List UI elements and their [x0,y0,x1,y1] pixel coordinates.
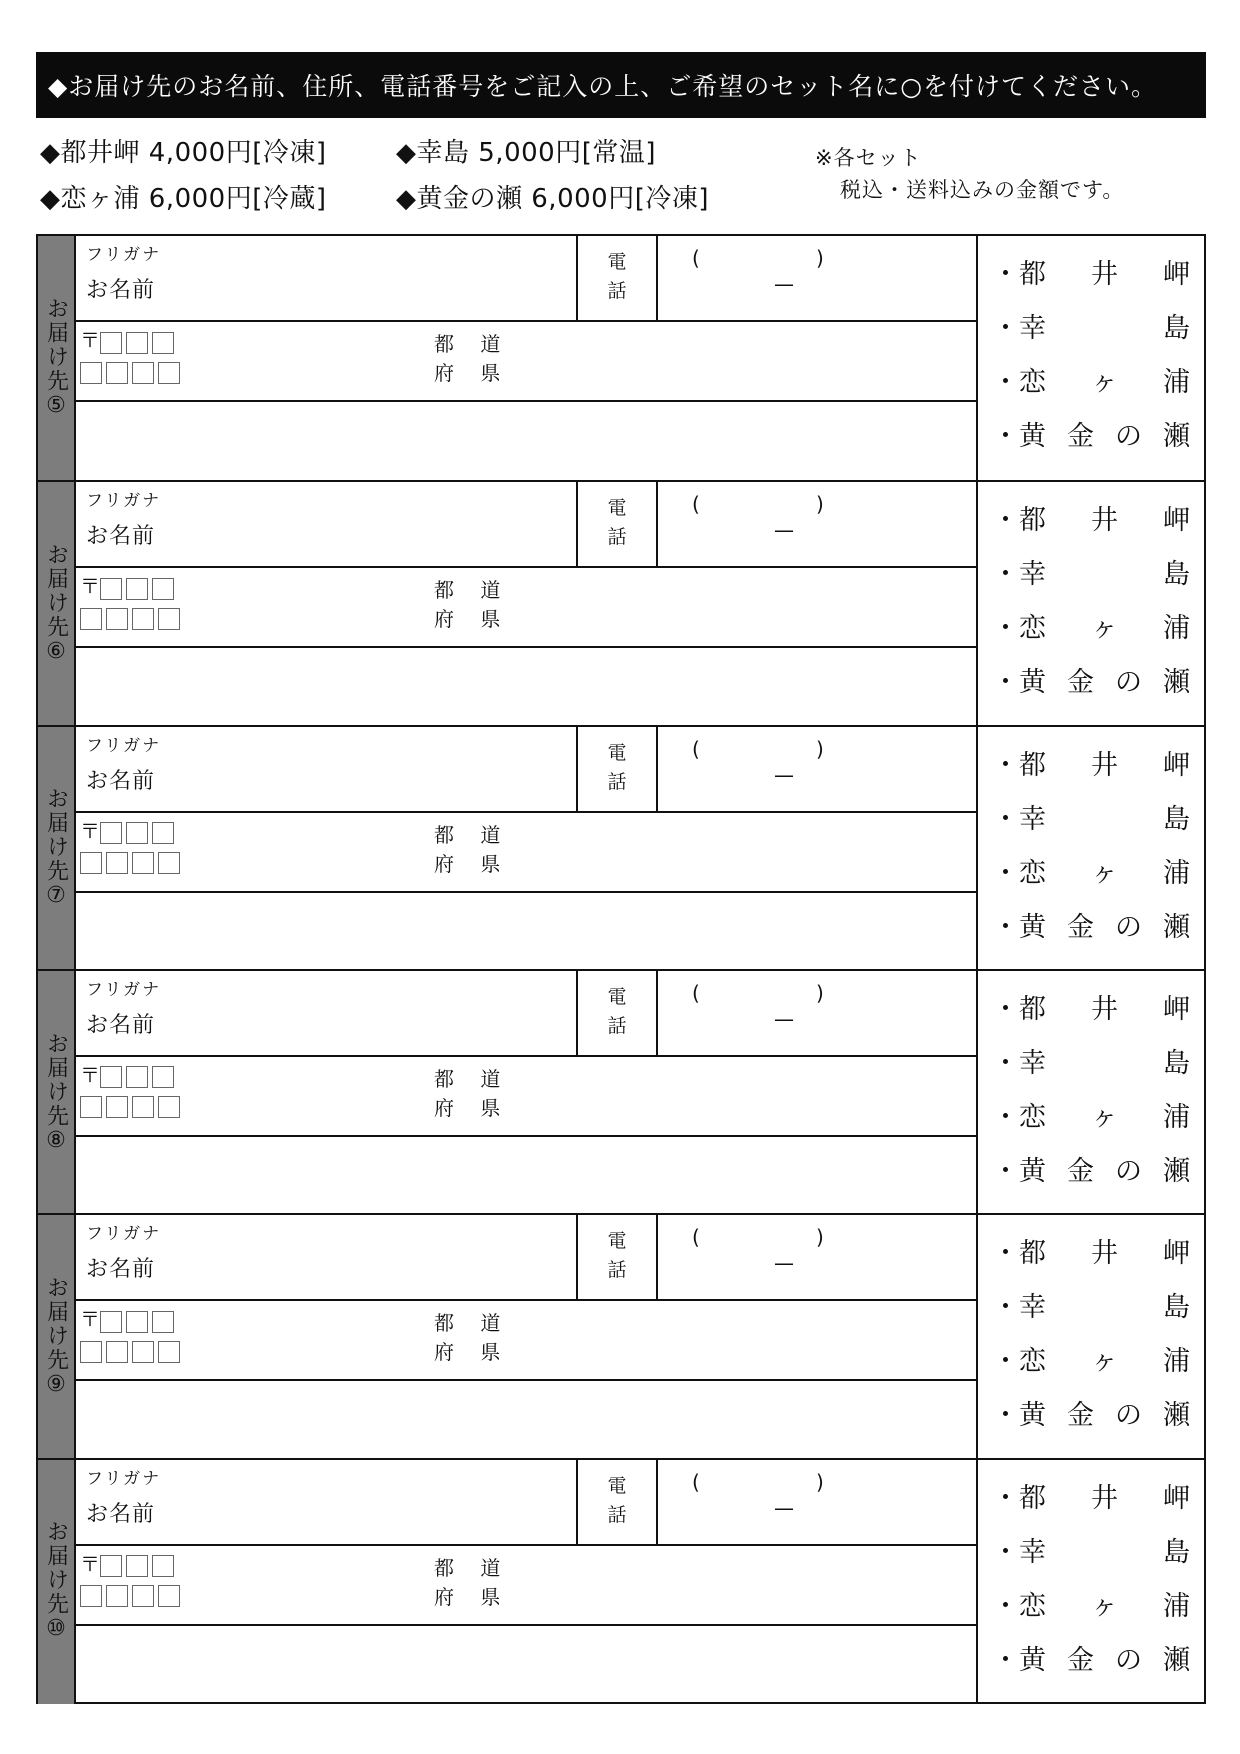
set-char: 金 [1067,421,1094,452]
set-char: 金 [1067,667,1094,699]
set-char: 瀬 [1163,421,1190,452]
name-label: お名前 [86,1501,156,1527]
postal-digit-box[interactable] [152,1311,174,1333]
delivery-block-9 [38,1213,1204,1459]
divider [76,566,976,568]
postal-digit-box[interactable] [80,608,102,630]
postal-digit-box[interactable] [106,852,128,874]
phone-paren-open: ( [692,1469,700,1494]
phone-field[interactable] [658,1460,976,1544]
set-choices [976,482,1204,726]
address-line-field[interactable] [78,893,976,970]
set-option-toimisaki[interactable] [992,987,1190,1026]
delivery-block-5 [38,236,1204,480]
postal-digit-box[interactable] [132,1341,154,1363]
phone-dash: — [774,272,794,296]
set-char: 金 [1067,1155,1094,1187]
delivery-block-8 [38,969,1204,1215]
postal-digit-box[interactable] [106,1585,128,1607]
postal-digit-box[interactable] [80,362,102,384]
set-char: ・幸 [992,803,1046,835]
postal-digit-box[interactable] [80,1585,102,1607]
phone-field[interactable] [658,236,976,320]
set-char: ・黄 [992,1155,1046,1187]
postal-code-boxes[interactable] [80,1303,184,1363]
prefecture-label-top: 都 道 [434,1066,511,1091]
set-char: の [1115,1400,1142,1432]
set-char: 島 [1163,1047,1190,1079]
phone-paren-close: ) [816,1469,824,1494]
set-char: 浦 [1163,1590,1190,1622]
prefecture-label [434,1309,510,1367]
postal-digit-box[interactable] [80,852,102,874]
set-option-toimisaki[interactable] [992,1476,1190,1515]
set-char: 岬 [1163,1482,1190,1514]
price-koigaura: ◆恋ヶ浦 6,000円[冷蔵] [40,184,327,214]
set-char: 瀬 [1163,1644,1190,1676]
name-field[interactable] [86,731,606,809]
set-option-koganenose[interactable] [992,660,1190,699]
address-line-field[interactable] [78,648,976,725]
tel-label-bottom: 話 [607,1503,627,1526]
set-char: 井 [1091,259,1118,290]
set-option-toimisaki[interactable] [992,498,1190,537]
postal-mark: 〒 [80,1307,100,1332]
set-char: ・恋 [992,857,1046,889]
tel-label [602,248,632,306]
set-char: 浦 [1163,1101,1190,1133]
postal-digit-box[interactable] [158,362,180,384]
name-label: お名前 [86,1012,156,1038]
prefecture-label [434,1065,510,1123]
tel-label [602,1472,632,1530]
divider [76,1055,976,1057]
postal-digit-box[interactable] [106,1096,128,1118]
set-option-koganenose[interactable] [992,1149,1190,1188]
tel-label-bottom: 話 [607,280,627,302]
set-char: 岬 [1163,993,1190,1025]
set-char: ・恋 [992,1590,1046,1622]
address-field[interactable] [78,1303,976,1379]
prefecture-label [434,821,510,879]
set-char: の [1115,1155,1142,1187]
postal-mark: 〒 [80,328,100,352]
phone-paren-open: ( [692,246,700,270]
postal-mark: 〒 [80,1062,100,1087]
prefecture-label [434,1554,510,1612]
postal-digit-box[interactable] [132,1096,154,1118]
set-choices [976,1460,1204,1704]
phone-field[interactable] [658,727,976,811]
divider [576,1215,578,1299]
set-char: ヶ [1091,1590,1118,1622]
address-line-field[interactable] [78,1381,976,1458]
postal-code-boxes[interactable] [80,1548,184,1608]
prefecture-label-bottom: 府 県 [434,607,511,632]
set-char: ・都 [992,1482,1046,1514]
set-char: の [1115,1644,1142,1676]
postal-digit-box[interactable] [132,1585,154,1607]
divider [76,1544,976,1546]
postal-digit-box[interactable] [100,332,122,354]
address-field[interactable] [78,1059,976,1135]
set-char: 浦 [1163,367,1190,398]
set-char: ・幸 [992,313,1046,344]
prefecture-label [434,330,510,388]
set-char: ・都 [992,505,1046,537]
set-char: 瀬 [1163,1400,1190,1432]
set-char: 浦 [1163,613,1190,645]
set-char: ・恋 [992,1346,1046,1378]
delivery-number-label: お届け先⑦ [43,787,69,911]
set-char: 岬 [1163,505,1190,537]
set-option-koigaura[interactable] [992,606,1190,645]
set-char: 瀬 [1163,911,1190,943]
address-line-field[interactable] [78,1626,976,1703]
instruction-text: ◆お届け先のお名前、住所、電話番号をご記入の上、ご希望のセット名に○を付けてください。 [48,72,1158,101]
set-choices [976,1215,1204,1459]
set-char: 島 [1163,1292,1190,1324]
set-option-toimisaki[interactable] [992,252,1190,291]
name-field[interactable] [86,486,606,564]
divider [76,811,976,813]
price-koganenose: ◆黄金の瀬 6,000円[冷凍] [396,184,709,214]
set-char: ・黄 [992,421,1046,452]
set-char: の [1115,911,1142,943]
postal-code-boxes[interactable] [80,1059,184,1119]
furigana-label: フリガナ [86,491,162,512]
postal-digit-box[interactable] [158,1585,180,1607]
phone-paren-open: ( [692,736,700,761]
address-field[interactable] [78,324,976,400]
phone-paren-open: ( [692,980,700,1005]
postal-digit-box[interactable] [126,332,148,354]
phone-paren-close: ) [816,492,824,517]
set-char: の [1115,421,1142,452]
divider [76,1299,976,1301]
instruction-banner [36,52,1206,118]
set-option-koujima[interactable] [992,1530,1190,1569]
postal-digit-box[interactable] [126,1555,148,1577]
postal-digit-box[interactable] [152,822,174,844]
set-char: 瀬 [1163,1155,1190,1187]
phone-field[interactable] [658,1215,976,1299]
prefecture-label-top: 都 道 [434,578,511,603]
set-choices [976,971,1204,1215]
postal-digit-box[interactable] [158,1096,180,1118]
postal-digit-box[interactable] [132,852,154,874]
set-char: ・都 [992,749,1046,781]
set-char: の [1115,667,1142,699]
delivery-label-cell [38,482,76,726]
set-option-koigaura[interactable] [992,1095,1190,1134]
prefecture-label-bottom: 府 県 [434,851,511,876]
set-char: ・恋 [992,367,1046,398]
tel-label-top: 電 [607,1230,627,1253]
phone-dash: — [774,1251,794,1276]
set-char: 井 [1091,749,1118,781]
delivery-block-10 [38,1458,1204,1704]
prefecture-label-bottom: 府 県 [434,1584,511,1609]
prefecture-label-top: 都 道 [434,822,511,847]
set-char: 浦 [1163,857,1190,889]
furigana-label: フリガナ [86,979,162,1000]
divider [76,320,976,322]
delivery-number-label: お届け先⑩ [43,1520,69,1644]
prefecture-label-top: 都 道 [434,332,511,356]
postal-code-boxes[interactable] [80,815,184,875]
set-char: 岬 [1163,1238,1190,1270]
set-option-koujima[interactable] [992,306,1190,345]
set-option-koujima[interactable] [992,797,1190,836]
phone-dash: — [774,518,794,543]
phone-paren-open: ( [692,1225,700,1250]
postal-code-boxes[interactable] [80,570,184,630]
tel-label-top: 電 [607,1474,627,1497]
postal-digit-box[interactable] [80,1341,102,1363]
postal-digit-box[interactable] [80,1096,102,1118]
postal-digit-box[interactable] [158,852,180,874]
delivery-number-label: お届け先⑥ [43,542,69,666]
set-char: ヶ [1091,1101,1118,1133]
delivery-block-7 [38,725,1204,971]
set-option-toimisaki[interactable] [992,743,1190,782]
phone-paren-close: ) [816,1225,824,1250]
furigana-label: フリガナ [86,245,162,265]
set-char: ・都 [992,1238,1046,1270]
postal-digit-box[interactable] [106,608,128,630]
delivery-number-label: お届け先⑨ [43,1275,69,1399]
price-note-line2: 税込・送料込みの金額です。 [840,178,1125,202]
furigana-label: フリガナ [86,735,162,756]
phone-field[interactable] [658,482,976,566]
tel-label [602,983,632,1041]
set-option-toimisaki[interactable] [992,1231,1190,1270]
set-choices [976,236,1204,480]
tel-label [602,494,632,552]
set-option-koujima[interactable] [992,552,1190,591]
name-label: お名前 [86,1257,156,1283]
set-char: ・幸 [992,1292,1046,1324]
set-char: 浦 [1163,1346,1190,1378]
name-field[interactable] [86,1464,606,1542]
delivery-label-cell [38,727,76,971]
address-field[interactable] [78,815,976,891]
prefecture-label-bottom: 府 県 [434,361,511,385]
set-char: 島 [1163,559,1190,591]
set-option-koigaura[interactable] [992,851,1190,890]
set-char: 岬 [1163,259,1190,290]
set-option-koigaura[interactable] [992,1584,1190,1623]
address-line-field[interactable] [78,402,976,479]
set-char: 島 [1163,803,1190,835]
tel-label-top: 電 [607,251,627,273]
set-char: ・幸 [992,1047,1046,1079]
postal-digit-box[interactable] [158,1341,180,1363]
prefecture-label-bottom: 府 県 [434,1340,511,1365]
postal-mark: 〒 [80,1551,100,1576]
set-char: ・黄 [992,911,1046,943]
divider [576,236,578,320]
set-char: ・黄 [992,1644,1046,1676]
prefecture-label [434,576,510,634]
delivery-label-cell [38,1460,76,1704]
set-char: 金 [1067,1644,1094,1676]
phone-paren-close: ) [816,736,824,761]
divider [576,727,578,811]
name-label: お名前 [86,524,156,550]
prefecture-label-top: 都 道 [434,1311,511,1336]
set-char: 金 [1067,1400,1094,1432]
name-label: お名前 [86,768,156,794]
phone-field[interactable] [658,971,976,1055]
set-option-koigaura[interactable] [992,1339,1190,1378]
postal-digit-box[interactable] [152,1066,174,1088]
postal-digit-box[interactable] [152,578,174,600]
set-char: ・都 [992,993,1046,1025]
set-char: ・黄 [992,667,1046,699]
set-option-koganenose[interactable] [992,1638,1190,1677]
price-note-line1: ※各セット [815,146,922,170]
set-char: ヶ [1091,367,1118,398]
tel-label-bottom: 話 [607,1259,627,1282]
delivery-number-label: お届け先⑧ [43,1031,69,1155]
address-field[interactable] [78,570,976,646]
set-choices [976,727,1204,971]
tel-label-bottom: 話 [607,1014,627,1037]
set-char: 井 [1091,505,1118,537]
set-option-koujima[interactable] [992,1041,1190,1080]
phone-dash: — [774,1495,794,1520]
postal-digit-box[interactable] [152,332,174,354]
set-char: 井 [1091,1238,1118,1270]
set-char: 金 [1067,911,1094,943]
delivery-label-cell [38,1215,76,1459]
delivery-number-label: お届け先⑤ [43,296,69,420]
tel-label-top: 電 [607,497,627,520]
postal-mark: 〒 [80,574,100,599]
tel-label-top: 電 [607,741,627,764]
set-char: ・幸 [992,1536,1046,1568]
divider [576,971,578,1055]
postal-digit-box[interactable] [132,608,154,630]
set-char: 井 [1091,1482,1118,1514]
set-option-koganenose[interactable] [992,905,1190,944]
set-char: ・都 [992,259,1046,290]
postal-mark: 〒 [80,818,100,843]
phone-paren-close: ) [816,980,824,1005]
postal-digit-box[interactable] [126,578,148,600]
address-field[interactable] [78,1548,976,1624]
price-koujima: ◆幸島 5,000円[常温] [396,138,656,168]
phone-dash: — [774,1006,794,1031]
set-char: 井 [1091,993,1118,1025]
name-label: お名前 [86,278,156,303]
postal-digit-box[interactable] [158,608,180,630]
postal-digit-box[interactable] [100,1555,122,1577]
postal-code-boxes[interactable] [80,324,184,384]
set-char: ・幸 [992,559,1046,591]
postal-digit-box[interactable] [126,1311,148,1333]
phone-paren-close: ) [816,246,824,270]
set-option-koganenose[interactable] [992,1393,1190,1432]
delivery-label-cell [38,971,76,1215]
delivery-block-6 [38,480,1204,726]
postal-digit-box[interactable] [126,1066,148,1088]
set-option-koigaura[interactable] [992,360,1190,399]
postal-digit-box[interactable] [126,822,148,844]
delivery-form [36,234,1206,1704]
divider [576,482,578,566]
address-line-field[interactable] [78,1137,976,1214]
name-field[interactable] [86,975,606,1053]
name-field[interactable] [86,1219,606,1297]
set-char: 島 [1163,313,1190,344]
set-char: 岬 [1163,749,1190,781]
price-toimisaki: ◆都井岬 4,000円[冷凍] [40,138,327,168]
postal-digit-box[interactable] [100,1311,122,1333]
postal-digit-box[interactable] [100,1066,122,1088]
divider [576,1460,578,1544]
postal-digit-box[interactable] [152,1555,174,1577]
prefecture-label-top: 都 道 [434,1555,511,1580]
set-char: ヶ [1091,613,1118,645]
set-char: ヶ [1091,1346,1118,1378]
phone-paren-open: ( [692,492,700,517]
prefecture-label-bottom: 府 県 [434,1095,511,1120]
postal-digit-box[interactable] [106,362,128,384]
postal-digit-box[interactable] [100,578,122,600]
furigana-label: フリガナ [86,1468,162,1489]
postal-digit-box[interactable] [132,362,154,384]
furigana-label: フリガナ [86,1224,162,1245]
set-option-koujima[interactable] [992,1285,1190,1324]
set-char: 島 [1163,1536,1190,1568]
set-char: ・黄 [992,1400,1046,1432]
tel-label-top: 電 [607,985,627,1008]
delivery-label-cell [38,236,76,480]
tel-label-bottom: 話 [607,770,627,793]
tel-label [602,739,632,797]
set-char: 瀬 [1163,667,1190,699]
set-option-koganenose[interactable] [992,414,1190,453]
set-char: ヶ [1091,857,1118,889]
postal-digit-box[interactable] [106,1341,128,1363]
postal-digit-box[interactable] [100,822,122,844]
tel-label [602,1227,632,1285]
name-field[interactable] [86,240,606,318]
set-char: ・恋 [992,1101,1046,1133]
tel-label-bottom: 話 [607,526,627,549]
set-char: ・恋 [992,613,1046,645]
phone-dash: — [774,762,794,787]
